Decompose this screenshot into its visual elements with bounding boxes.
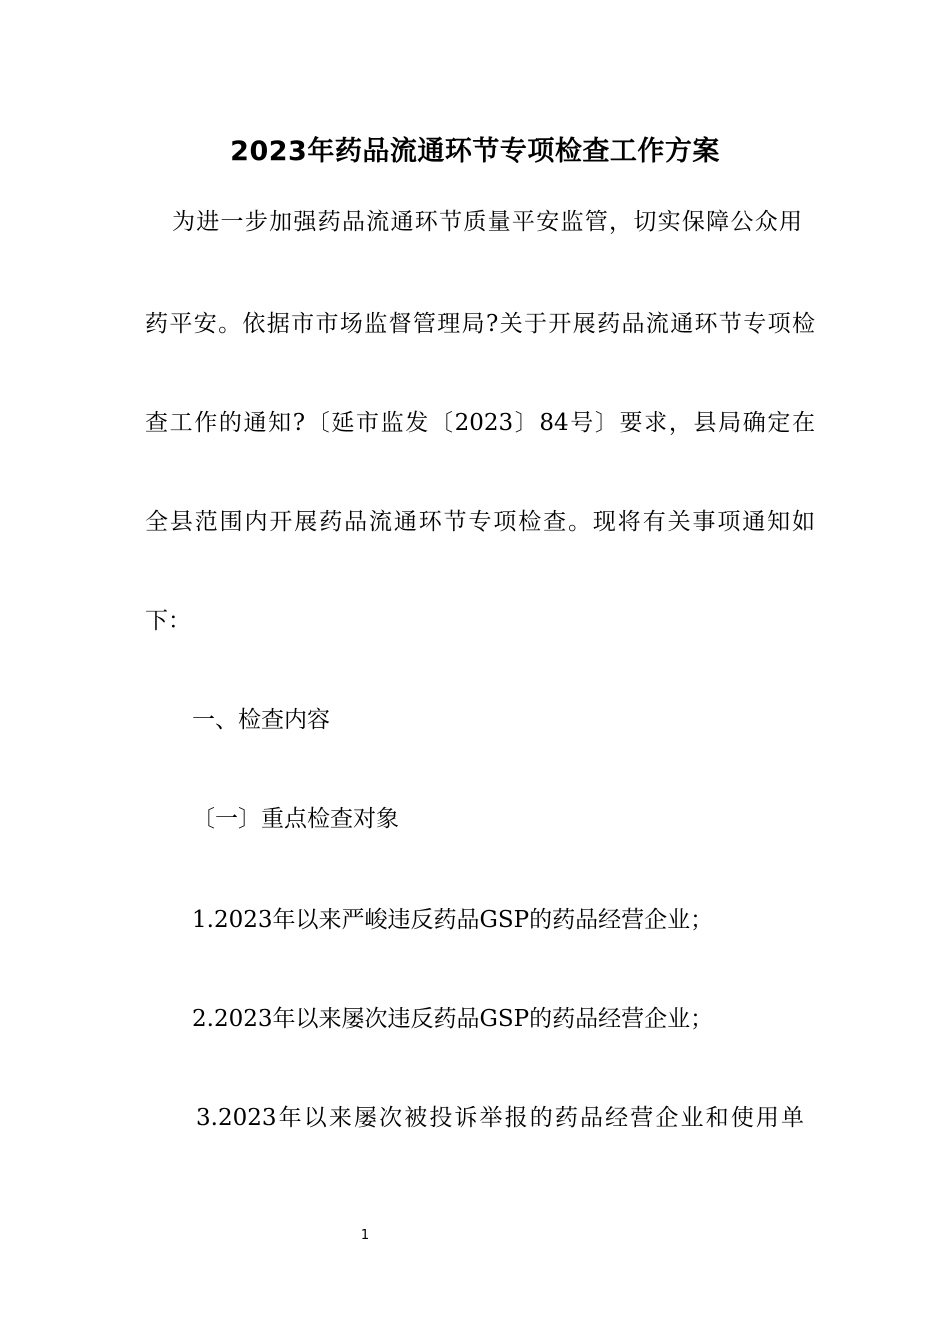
list-item-1: 1.2023年以来严峻违反药品GSP的药品经营企业； — [192, 907, 714, 933]
document-title: 2023年药品流通环节专项检查工作方案 — [230, 136, 720, 167]
paragraph-line-3: 查工作的通知?〔延市监发〔2023〕84号〕要求，县局确定在 — [145, 410, 815, 436]
section-heading: 一、检查内容 — [192, 707, 330, 733]
paragraph-line-5: 下： — [145, 608, 191, 634]
subsection-heading: 〔一〕重点检查对象 — [192, 806, 399, 832]
list-item-2: 2.2023年以来屡次违反药品GSP的药品经营企业； — [192, 1006, 714, 1032]
paragraph-line-2: 药平安。依据市市场监督管理局?关于开展药品流通环节专项检 — [145, 311, 815, 337]
page-number: 1 — [360, 1228, 370, 1243]
paragraph-line-1: 为进一步加强药品流通环节质量平安监管，切实保障公众用 — [172, 209, 802, 235]
paragraph-line-4: 全县范围内开展药品流通环节专项检查。现将有关事项通知如 — [145, 509, 815, 535]
list-item-3: 3.2023年以来屡次被投诉举报的药品经营企业和使用单 — [196, 1105, 804, 1131]
